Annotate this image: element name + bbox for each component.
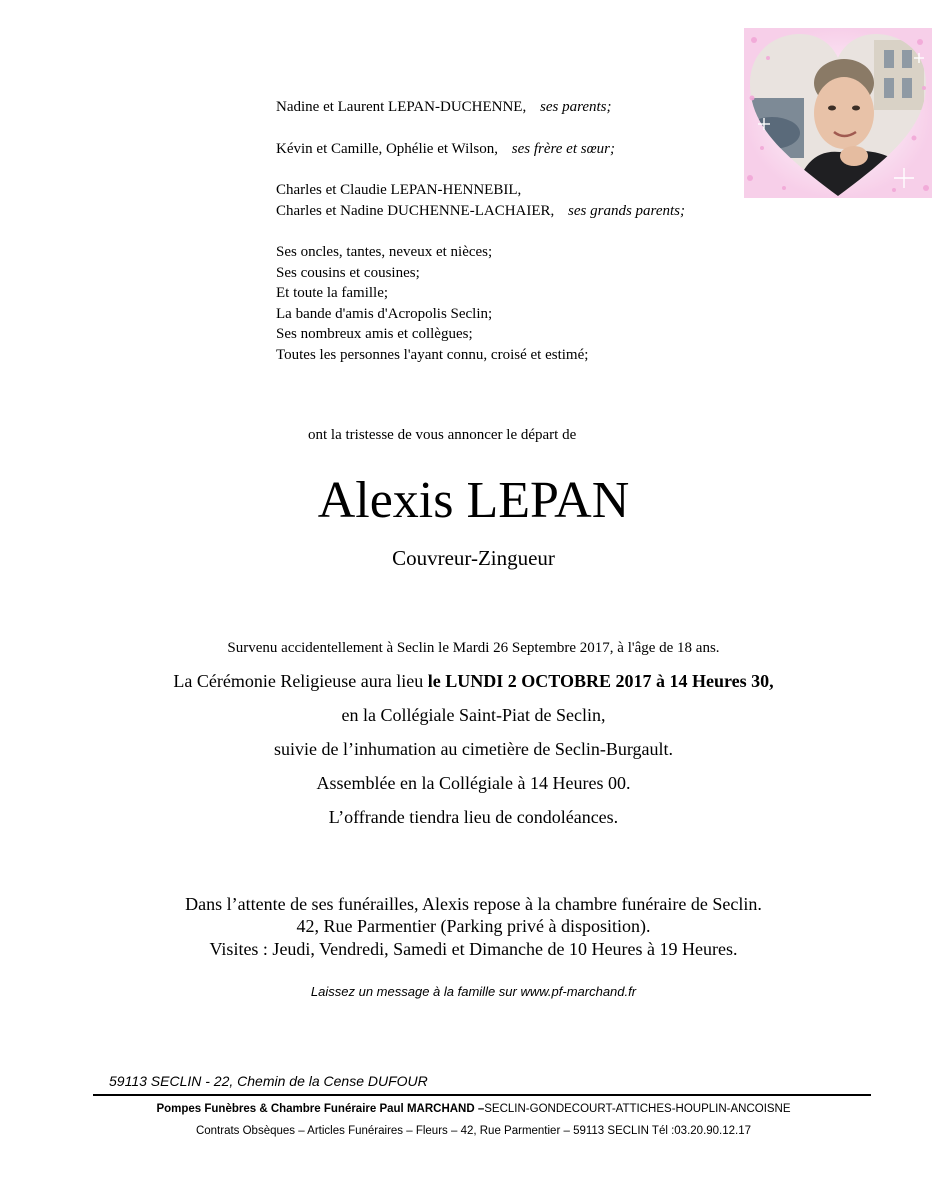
ceremony-date: le LUNDI 2 OCTOBRE 2017 à 14 Heures 30, [427, 671, 774, 691]
portrait-photo [744, 28, 932, 198]
footer-divider [93, 1094, 871, 1096]
parents-role: ses parents; [539, 99, 612, 115]
message-link-text: Laissez un message à la famille sur www.pf-marchand.fr [310, 984, 637, 999]
grandparents-line-1: Charles et Claudie LEPAN-HENNEBIL, [276, 182, 522, 198]
deceased-name: Alexis LEPAN [317, 472, 630, 529]
siblings-role: ses frère et sœur; [511, 141, 615, 157]
visitation-line-3: Visites : Jeudi, Vendredi, Samedi et Dimanche de 10 Heures à 19 Heures. [209, 939, 738, 959]
other-relatives-list [276, 242, 588, 365]
grandparents-names: Charles et Nadine DUCHENNE-LACHAIER, [276, 203, 555, 219]
ceremony-prefix: La Cérémonie Religieuse aura lieu [173, 671, 424, 691]
burial-info: suivie de l’inhumation au cimetière de Seclin-Burgault. [273, 739, 674, 759]
other-relatives-item: Ses nombreux amis et collègues; [276, 326, 473, 342]
other-relatives-item: Et toute la famille; [276, 285, 389, 301]
footer-services: Contrats Obsèques – Articles Funéraires – Fleurs – 42, Rue Parmentier – 59113 SECLIN Tél :03.20.90.12.17 [195, 1125, 752, 1137]
parents-names: Nadine et Laurent LEPAN-DUCHENNE, [276, 99, 527, 115]
death-details: Survenu accidentellement à Seclin le Mardi 26 Septembre 2017, à l'âge de 18 ans. [227, 640, 720, 656]
footer-company-name: Pompes Funèbres & Chambre Funéraire Paul MARCHAND – [156, 1103, 485, 1115]
visitation-line-1: Dans l’attente de ses funérailles, Alexis repose à la chambre funéraire de Seclin. [185, 894, 762, 914]
announcement-text: ont la tristesse de vous annoncer le départ de [308, 427, 577, 443]
footer-company [0, 1103, 947, 1115]
other-relatives-item: Ses cousins et cousines; [276, 264, 420, 281]
footer-address: 59113 SECLIN - 22, Chemin de la Cense DUFOUR [109, 1073, 428, 1089]
parents-line [276, 97, 612, 118]
footer-company-towns: SECLIN-GONDECOURT-ATTICHES-HOUPLIN-ANCOISNE [484, 1103, 791, 1115]
other-relatives-item: Toutes les personnes l'ayant connu, croisé et estimé; [276, 346, 589, 363]
deceased-profession: Couvreur-Zingueur [392, 546, 555, 570]
other-relatives-item: La bande d'amis d'Acropolis Seclin; [276, 305, 493, 322]
siblings-line [276, 139, 615, 160]
offering-info: L’offrande tiendra lieu de condoléances. [328, 807, 619, 827]
ceremony-location: en la Collégiale Saint-Piat de Seclin, [341, 705, 606, 725]
assembly-info: Assemblée en la Collégiale à 14 Heures 00. [316, 773, 631, 793]
grandparents-role: ses grands parents; [568, 203, 685, 219]
portrait-photo-illustration [744, 28, 932, 198]
ceremony-line [0, 671, 947, 692]
other-relatives-item: Ses oncles, tantes, neveux et nièces; [276, 244, 493, 260]
grandparents-line-2 [276, 201, 685, 222]
visitation-line-2: 42, Rue Parmentier (Parking privé à disposition). [296, 916, 651, 936]
siblings-names: Kévin et Camille, Ophélie et Wilson, [276, 141, 498, 157]
